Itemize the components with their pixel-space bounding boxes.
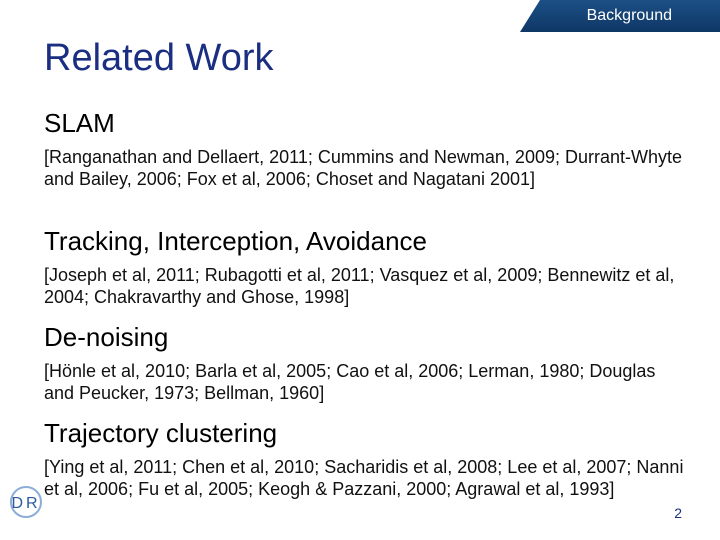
- section-heading: Tracking, Interception, Avoidance: [44, 226, 428, 256]
- page-number: 2: [674, 505, 682, 521]
- reference-list: [Joseph et al, 2011; Rubagotti et al, 2011; Vasquez et al, 2009; Bennewitz et al, 2004; Chakravarthy and Ghose, 1998]: [44, 265, 675, 307]
- section-heading: De-noising: [44, 322, 169, 352]
- section-slam: [44, 108, 684, 190]
- reference-list: [Hönle et al, 2010; Barla et al, 2005; Cao et al, 2006; Lerman, 1980; Douglas and Peucker, 1973; Bellman, 1960]: [44, 361, 656, 403]
- section-tracking: [44, 226, 684, 308]
- logo-text: DR: [11, 495, 41, 512]
- slide-title: Related Work: [44, 37, 274, 79]
- section-trajectory-clustering: [44, 418, 684, 500]
- section-denoising: [44, 322, 684, 404]
- section-heading: SLAM: [44, 108, 115, 138]
- reference-list: [Ranganathan and Dellaert, 2011; Cummins and Newman, 2009; Durrant-Whyte and Bailey, 2006; Fox et al, 2006; Choset and Nagatani 2001]: [44, 147, 683, 189]
- dr-logo-icon: [4, 484, 58, 520]
- section-heading: Trajectory clustering: [44, 418, 278, 448]
- section-tab-label: Background: [586, 7, 672, 24]
- reference-list: [Ying et al, 2011; Chen et al, 2010; Sacharidis et al, 2008; Lee et al, 2007; Nanni et al, 2006; Fu et al, 2005; Keogh & Pazzani, 2000; Agrawal et al, 1993]: [44, 457, 684, 499]
